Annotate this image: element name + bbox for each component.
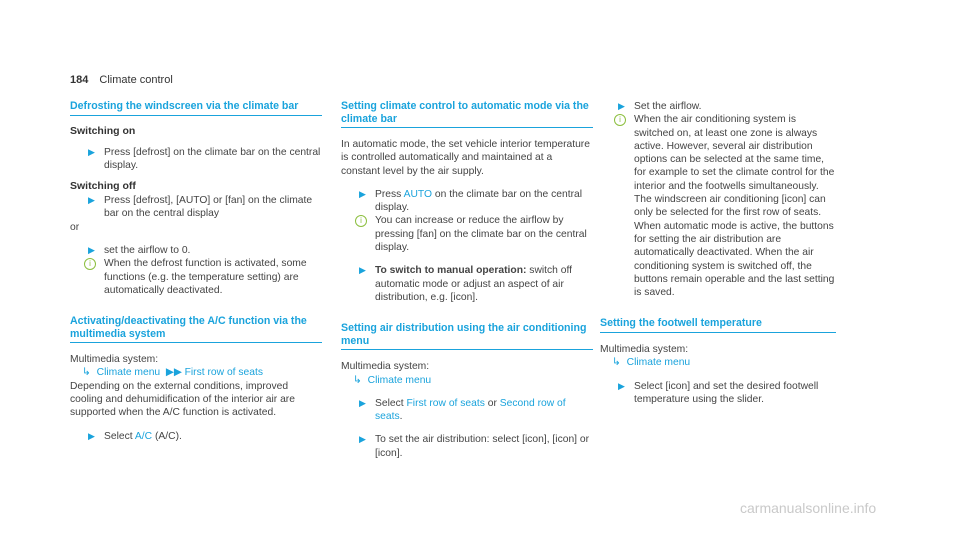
menu-path <box>600 356 836 369</box>
path-separator-icon: ▶▶ <box>163 367 185 379</box>
step-select-ac: ▶ Select A/C (A/C). <box>88 430 182 442</box>
menu-link-first-row[interactable]: First row of seats <box>184 367 263 379</box>
chapter-title: Climate control <box>99 74 173 86</box>
path-hook-icon: ↳ <box>353 374 362 386</box>
step-arrow-icon: ▶ <box>359 265 366 276</box>
column-1 <box>70 100 322 443</box>
multimedia-label: Multimedia system: <box>600 343 689 355</box>
section-title-automatic: Setting climate control to automatic mode via the climate bar <box>341 100 593 128</box>
menu-path <box>341 374 593 387</box>
column-3 <box>600 100 836 406</box>
menu-path <box>70 366 322 379</box>
step-arrow-icon: ▶ <box>88 430 95 441</box>
multimedia-label: Multimedia system: <box>341 361 430 373</box>
ac-link[interactable]: A/C <box>134 430 153 442</box>
note-airflow: i You can increase or reduce the airflow by pressing [fan] on the climate bar on the central display. <box>341 214 593 254</box>
page-number: 184 <box>70 74 89 86</box>
step-airflow-zero: ▶ set the airflow to 0. <box>88 244 191 256</box>
menu-link-climate[interactable]: Climate menu <box>96 367 161 379</box>
step-manual-operation: ▶ To switch to manual operation: switch off automatic mode or adjust an aspect of air distribution, e.g. [icon]. <box>359 265 573 303</box>
first-row-link[interactable]: First row of seats <box>406 397 485 409</box>
info-icon: i <box>84 258 96 270</box>
step-set-airflow: ▶ Set the airflow. <box>618 101 702 112</box>
ac-description: Depending on the external conditions, improved cooling and dehumidification of the interior air are supported when the A/C function is activated. <box>70 380 295 419</box>
subhead-switching-on: Switching on <box>70 124 136 137</box>
column-2 <box>341 100 593 460</box>
step-arrow-icon: ▶ <box>359 397 366 408</box>
or-text: or <box>70 221 80 233</box>
page-header <box>70 74 173 86</box>
step-arrow-icon: ▶ <box>618 380 625 391</box>
menu-link-climate[interactable]: Climate menu <box>367 374 432 386</box>
step-air-distribution: ▶ To set the air distribution: select [icon], [icon] or [icon]. <box>359 434 590 459</box>
section-title-footwell: Setting the footwell temperature <box>600 317 836 333</box>
step-arrow-icon: ▶ <box>359 434 366 445</box>
multimedia-label: Multimedia system: <box>70 354 159 366</box>
step-arrow-icon: ▶ <box>88 244 95 255</box>
auto-link[interactable]: AUTO <box>403 188 433 200</box>
subhead-switching-off: Switching off <box>70 180 136 193</box>
step-arrow-icon: ▶ <box>88 146 95 157</box>
step-press-auto: ▶ Press AUTO on the climate bar on the central display. <box>359 188 583 214</box>
step-switch-off: ▶ Press [defrost], [AUTO] or [fan] on the climate bar on the central display <box>88 195 313 220</box>
path-hook-icon: ↳ <box>82 367 91 379</box>
step-switch-on: ▶ Press [defrost] on the climate bar on the central display. <box>88 146 321 171</box>
note-defrost: i When the defrost function is activated, some functions (e.g. the temperature setting) are automatically deactivated. <box>70 257 322 297</box>
path-hook-icon: ↳ <box>612 357 621 369</box>
section-title-ac: Activating/deactivating the A/C function via the multimedia system <box>70 315 322 343</box>
menu-link-climate[interactable]: Climate menu <box>626 357 691 369</box>
info-icon: i <box>355 215 367 227</box>
second-row-link[interactable]: Second row of seats <box>375 397 566 423</box>
info-icon: i <box>614 114 626 126</box>
watermark: carmanualsonline.info <box>740 500 877 516</box>
step-footwell-temp: ▶ Select [icon] and set the desired footwell temperature using the slider. <box>618 380 819 405</box>
section-title-defrost: Defrosting the windscreen via the climate bar <box>70 100 322 116</box>
section-title-air-distribution: Setting air distribution using the air conditioning menu <box>341 322 593 350</box>
step-arrow-icon: ▶ <box>359 188 366 199</box>
step-arrow-icon: ▶ <box>88 195 95 206</box>
step-select-row: ▶ Select First row of seats or Second row of seats. <box>359 397 566 423</box>
automatic-description: In automatic mode, the set vehicle interior temperature is controlled automatically and maintained at a constant level by the air supply. <box>341 139 590 177</box>
step-arrow-icon: ▶ <box>618 101 625 111</box>
note-air-distribution: i When the air conditioning system is switched on, at least one zone is always active. However, several air distribution options can be selected at the same time, for example to set the climate control for the interior and the footwells simultaneously. The windscreen air conditioning [icon] can only be selected for the first row of seats. When automatic mode is active, the buttons for setting the air distribution are automatically deactivated. When the air conditioning system is switched off, the buttons remain operable and the last setting is saved. <box>600 113 836 299</box>
